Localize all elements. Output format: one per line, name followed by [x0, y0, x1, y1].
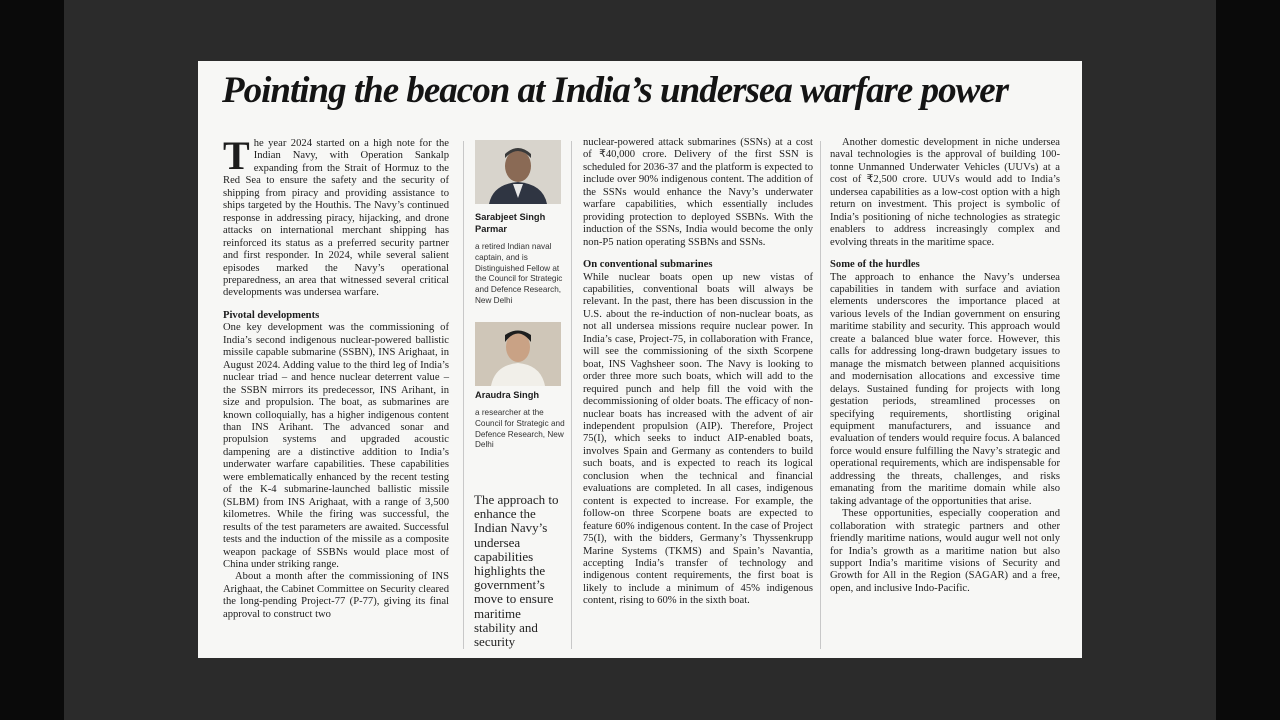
col1-p2: One key development was the commissioning of India’s second indigenous nuclear-powered ballistic missile capable submarine (SSBN), INS Arighaat, in August 2024. Adding value to the third leg of India’s nuclear triad – and hence nuclear deterrent value – the SSBN mirrors its predecessor, INS Arihant, in size and propulsion. The boat, as submarines are known colloquially, has a higher indigenous content than INS Arihant. The advanced sonar and propulsion systems and upgraded acoustic dampening are a distinctive addition to India’s underwater warfare capabilities. These capabilities were emblematically enhanced by the recent testing of the K-4 submarine-launched ballistic missile (SLBM) from INS Arighaat, with a range of 3,500 kilometres. While the firing was successful, the results of the test parameters are awaited. Successful tests and the induction of the missile as a composite weapon package of SSBNs would place most of China under striking range. — [223, 322, 449, 570]
column-rule — [571, 141, 572, 649]
pull-quote: The approach to enhance the Indian Navy’s undersea capabilities highlights the government’s move to ensure maritime stability and security — [474, 492, 559, 650]
col1-p1: he year 2024 started on a high note for the Indian Navy, with Operation Sankalp expanding from the Strait of Hormuz to the Red Sea to ensure the safety and the security of shipping from piracy and providing assistance to ships targeted by the Houthis. The Navy’s continued response in addressing piracy, hijacking, and drone attacks on international merchant shipping has reinforced its status as a preferred security partner and first responder. In 2024, while several salient episodes marked the Navy’s operational preparedness, an area that witnessed several critical developments was undersea warfare. — [223, 138, 449, 299]
left-letterbox — [0, 0, 64, 720]
paragraph-intro — [223, 133, 449, 300]
author-name-2: Araudra Singh — [475, 390, 540, 400]
subhead-pivotal: Pivotal developments — [223, 309, 320, 321]
right-letterbox — [1216, 0, 1280, 720]
column-3 — [583, 137, 813, 608]
author-photo-1 — [475, 140, 561, 204]
author-bio-2: a researcher at the Council for Strategic and Defence Research, New Delhi — [475, 408, 565, 450]
col3-p2: While nuclear boats open up new vistas of capabilities, conventional boats will always be relevant. In the past, there has been discussion in the U.S. about the re-induction of non-nuclear boats, as not all undersea missions require nuclear power. In India’s case, Project-75, in collaboration with France, will see the commissioning of the sixth Scorpene boat, INS Vaghsheer soon. The Navy is looking to order three more such boats, which will add to the required punch and help fill the void with the decommissioning of older boats. The efficacy of non-nuclear boats has increased with the advent of air independent propulsion (AIP). Therefore, Project 75(I), which seeks to induct AIP-enabled boats, involves Spain and Germany as contenders to build such boats, and is expected to reach its logical conclusion when the technical and financial evaluations are completed. In all cases, indigenous content is expected to increase. For example, the follow-on three Scorpene boats are expected to feature 60% indigenous content. In the case of Project 75(I), with the bidders, Germany’s Thyssenkrupp Marine Systems (TKMS) and Spain’s Navantia, accepting India’s transfer of technology and indigenous content requirements, the first boat is likely to include a minimum of 45% indigenous content, rising to 60% in the sixth boat. — [583, 271, 813, 607]
col4-p2: The approach to enhance the Navy’s undersea capabilities in tandem with surface and aviation elements underscores the importance placed at various levels of the Indian government on ensuring maritime stability and security. This approach would create a balanced blue water force. However, this calls for addressing long-drawn budgetary issues to manage the mismatch between planned acquisitions and modernisation allocations and excessive time delays. Sustained funding for projects with long gestation periods, streamlined processes on specifying requirements, shortlisting original equipment manufacturers, and issuance and evaluation of tenders would require focus. A balanced force would ensure fulfilling the Navy’s strategic and operational requirements, which are indispensable for addressing the threats, challenges, and risks emanating from the maritime domain while also taking advantage of the opportunities that arise. — [830, 271, 1060, 507]
column-rule — [820, 141, 821, 649]
author-bio-1: a retired Indian naval captain, and is Distinguished Fellow at the Council for Strategic and Defence Research, New Delhi — [475, 242, 563, 305]
author-name-1: Sarabjeet Singh Parmar — [475, 212, 546, 234]
drop-cap: T — [223, 133, 250, 178]
subhead-conventional: On conventional submarines — [583, 259, 713, 271]
column-4 — [830, 137, 1060, 595]
column-rule — [463, 141, 464, 649]
col3-p1: nuclear-powered attack submarines (SSNs) at a cost of ₹40,000 crore. Delivery of the first SSN is scheduled for 2036-37 and the platform is expected to include over 90% indigenous content. The addition of the SSNs would enhance the Navy’s underwater warfare capabilities, which essentially includes providing protection to deployed SSBNs. With the induction of the SSNs, India would become the only non-P5 nation operating SSBNs and SSNs. — [583, 137, 813, 248]
col4-p3: These opportunities, especially cooperation and collaboration with strategic partners and other friendly maritime nations, would augur well not only for India’s growth as a maritime nation but also support India’s maritime visions of Security and Growth for All in the Region (SAGAR) and a free, open, and inclusive Indo-Pacific. — [830, 508, 1060, 594]
subhead-hurdles: Some of the hurdles — [830, 259, 920, 271]
portrait-icon — [475, 322, 561, 386]
col4-p1: Another domestic development in niche undersea naval technologies is the approval of building 100-tonne Unmanned Underwater Vehicles (UUVs) at a cost of ₹2,500 crore. UUVs would add to India’s undersea capabilities as a low-cost option with a high return on investment. This project is symbolic of India’s positioning of niche technologies as strategic enablers to address increasingly complex and evolving threats in the maritime space. — [830, 137, 1060, 248]
col1-p3: About a month after the commissioning of INS Arighaat, the Cabinet Committee on Security cleared the long-pending Project-77 (P-77), giving its final approval to construct two — [223, 571, 449, 620]
headline: Pointing the beacon at India’s undersea warfare power — [222, 70, 1009, 111]
column-1 — [223, 133, 449, 621]
author-photo-2 — [475, 322, 561, 386]
portrait-icon — [475, 140, 561, 204]
newspaper-clipping — [198, 61, 1082, 658]
